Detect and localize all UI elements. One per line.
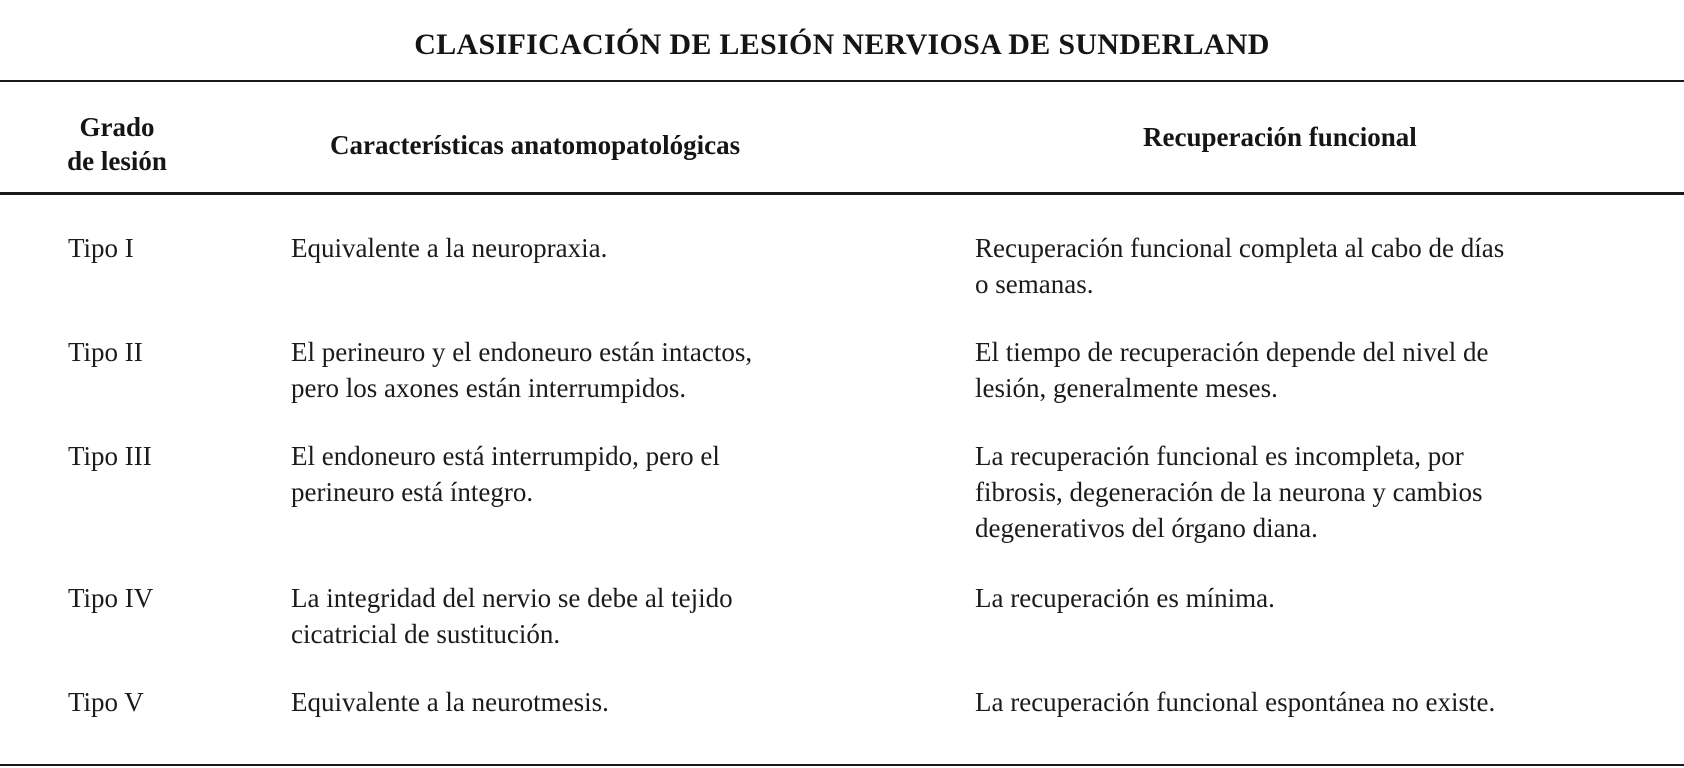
cell-line: El endoneuro está interrumpido, pero el	[291, 441, 720, 471]
grado-cell: Tipo V	[68, 687, 144, 717]
cell-line: degenerativos del órgano diana.	[975, 513, 1318, 543]
recuperacion-cell	[975, 580, 1680, 616]
cell-line: Equivalente a la neuropraxia.	[291, 233, 608, 263]
grado-cell: Tipo I	[68, 233, 134, 263]
grado-cell: Tipo III	[68, 441, 152, 471]
bottom-rule	[0, 764, 1684, 766]
header-recuperacion: Recuperación funcional	[1143, 122, 1417, 152]
cell-line: lesión, generalmente meses.	[975, 373, 1278, 403]
cell-line: perineuro está íntegro.	[291, 477, 534, 507]
cell-line: La recuperación funcional espontánea no existe.	[975, 687, 1496, 717]
caracteristicas-cell	[291, 438, 951, 510]
cell-line: El perineuro y el endoneuro están intactos,	[291, 337, 753, 367]
caracteristicas-cell	[291, 580, 951, 652]
recuperacion-cell	[975, 230, 1680, 302]
cell-line: La recuperación es mínima.	[975, 583, 1275, 613]
grado-cell: Tipo IV	[68, 583, 154, 613]
cell-line: La recuperación funcional es incompleta, por	[975, 441, 1464, 471]
cell-line: La integridad del nervio se debe al tejido	[291, 583, 733, 613]
cell-line: pero los axones están interrumpidos.	[291, 373, 687, 403]
table-title: CLASIFICACIÓN DE LESIÓN NERVIOSA DE SUNDERLAND	[414, 28, 1270, 61]
header-caracteristicas: Características anatomopatológicas	[330, 130, 741, 160]
header-grado-line1: Grado	[79, 112, 155, 142]
header-rule	[0, 192, 1684, 195]
recuperacion-cell	[975, 334, 1680, 406]
cell-line: El tiempo de recuperación depende del nivel de	[975, 337, 1489, 367]
cell-line: fibrosis, degeneración de la neurona y cambios	[975, 477, 1483, 507]
cell-line: Recuperación funcional completa al cabo de días	[975, 233, 1505, 263]
caracteristicas-cell	[291, 684, 951, 720]
cell-line: o semanas.	[975, 269, 1094, 299]
header-grado-line2: de lesión	[67, 146, 167, 176]
top-rule	[0, 80, 1684, 82]
recuperacion-cell	[975, 684, 1680, 720]
grado-cell: Tipo II	[68, 337, 143, 367]
recuperacion-cell	[975, 438, 1680, 546]
caracteristicas-cell	[291, 230, 951, 266]
header-grado	[52, 110, 182, 178]
caracteristicas-cell	[291, 334, 951, 406]
cell-line: cicatricial de sustitución.	[291, 619, 561, 649]
cell-line: Equivalente a la neurotmesis.	[291, 687, 609, 717]
